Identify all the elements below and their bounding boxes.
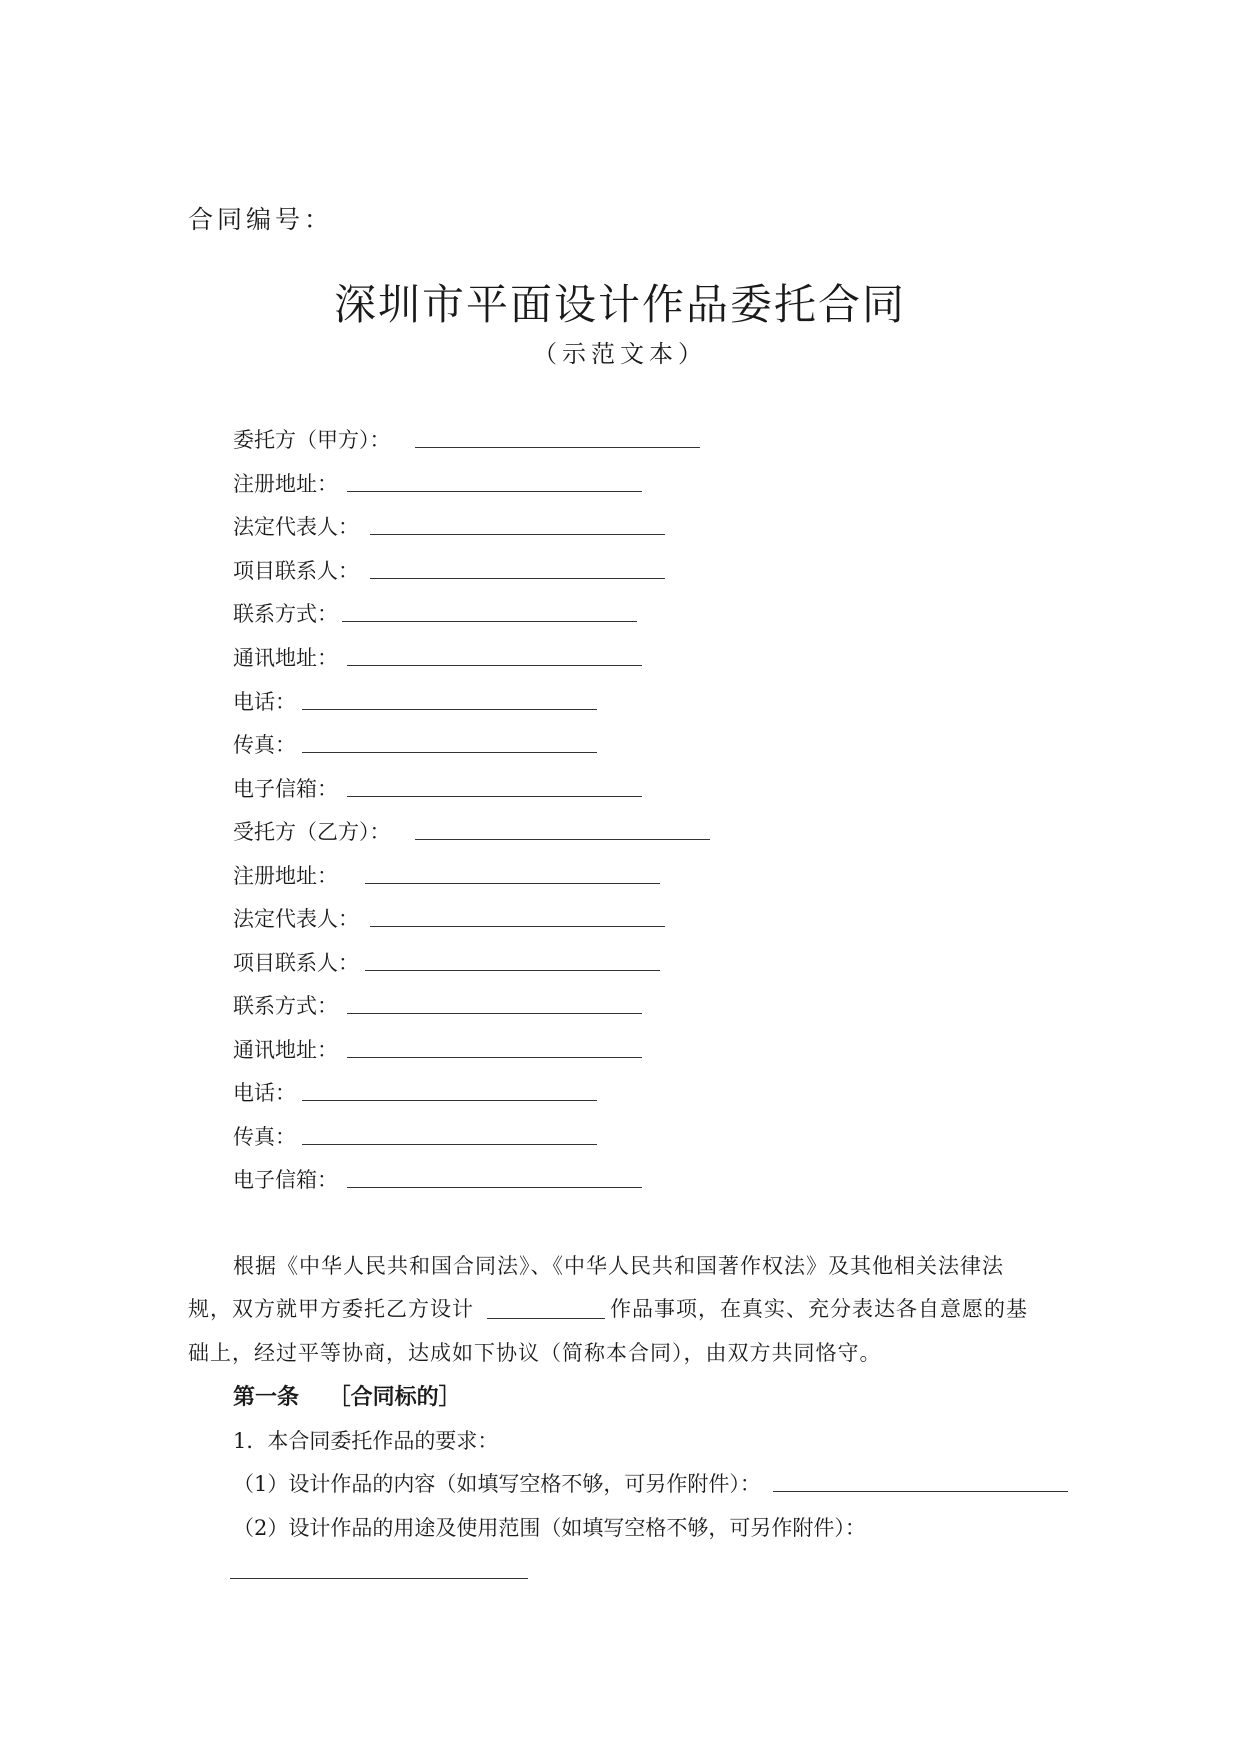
party-a-blank[interactable] <box>415 447 700 448</box>
design-content-blank[interactable] <box>773 1491 1068 1492</box>
party-a-contact-method-label: 联系方式： <box>233 602 338 626</box>
preamble-line-3: 础上，经过平等协商，达成如下协议（简称本合同），由双方共同恪守。 <box>188 1341 882 1365</box>
party-a-registered-address-blank[interactable] <box>347 491 642 492</box>
party-a-email-blank[interactable] <box>347 796 642 797</box>
party-b-fax-label: 传真： <box>233 1125 296 1149</box>
party-a-mailing-address-label: 通讯地址： <box>233 646 338 670</box>
article-1-sub-1: （1）设计作品的内容（如填写空格不够，可另作附件）： <box>233 1472 761 1496</box>
party-b-contact-method-blank[interactable] <box>347 1013 642 1014</box>
party-b-email-label: 电子信箱： <box>233 1168 338 1192</box>
contract-number-label: 合同编号： <box>188 205 334 234</box>
party-a-legal-rep-label: 法定代表人： <box>233 515 359 539</box>
party-a-contact-method-blank[interactable] <box>342 621 637 622</box>
party-b-registered-address-label: 注册地址： <box>233 864 338 888</box>
article-1-item-1: 1．本合同委托作品的要求： <box>233 1429 499 1453</box>
party-b-legal-rep-blank[interactable] <box>370 926 665 927</box>
party-a-registered-address-label: 注册地址： <box>233 472 338 496</box>
party-b-blank[interactable] <box>415 839 710 840</box>
party-a-project-contact-blank[interactable] <box>370 578 665 579</box>
party-b-email-blank[interactable] <box>347 1187 642 1188</box>
document-subtitle: （示范文本） <box>533 340 707 368</box>
party-a-legal-rep-blank[interactable] <box>370 534 665 535</box>
party-b-registered-address-blank[interactable] <box>365 883 660 884</box>
party-b-project-contact-label: 项目联系人： <box>233 951 359 975</box>
preamble-line-1: 根据《中华人民共和国合同法》、《中华人民共和国著作权法》及其他相关法律法 <box>233 1254 1004 1278</box>
party-a-fax-label: 传真： <box>233 733 296 757</box>
party-b-label: 受托方（乙方）： <box>233 820 391 844</box>
party-b-fax-blank[interactable] <box>302 1144 597 1145</box>
party-a-phone-blank[interactable] <box>302 709 597 710</box>
party-a-project-contact-label: 项目联系人： <box>233 559 359 583</box>
design-usage-blank[interactable] <box>230 1578 528 1579</box>
party-b-mailing-address-blank[interactable] <box>347 1057 642 1058</box>
party-b-contact-method-label: 联系方式： <box>233 994 338 1018</box>
party-b-legal-rep-label: 法定代表人： <box>233 907 359 931</box>
design-work-blank[interactable] <box>487 1318 605 1319</box>
party-a-mailing-address-blank[interactable] <box>347 665 642 666</box>
party-b-project-contact-blank[interactable] <box>365 970 660 971</box>
party-a-fax-blank[interactable] <box>302 752 597 753</box>
party-b-mailing-address-label: 通讯地址： <box>233 1038 338 1062</box>
article-1-heading: 第一条 ［合同标的］ <box>233 1384 461 1410</box>
party-a-label: 委托方（甲方）： <box>233 428 391 452</box>
preamble-line-2-end: 作品事项，在真实、充分表达各自意愿的基 <box>610 1297 1028 1321</box>
preamble-line-2-start: 规，双方就甲方委托乙方设计 <box>188 1297 474 1321</box>
party-b-phone-label: 电话： <box>233 1081 296 1105</box>
party-a-email-label: 电子信箱： <box>233 777 338 801</box>
party-b-phone-blank[interactable] <box>302 1100 597 1101</box>
party-a-phone-label: 电话： <box>233 690 296 714</box>
article-1-sub-2: （2）设计作品的用途及使用范围（如填写空格不够，可另作附件）： <box>233 1516 866 1540</box>
document-title: 深圳市平面设计作品委托合同 <box>333 280 906 329</box>
